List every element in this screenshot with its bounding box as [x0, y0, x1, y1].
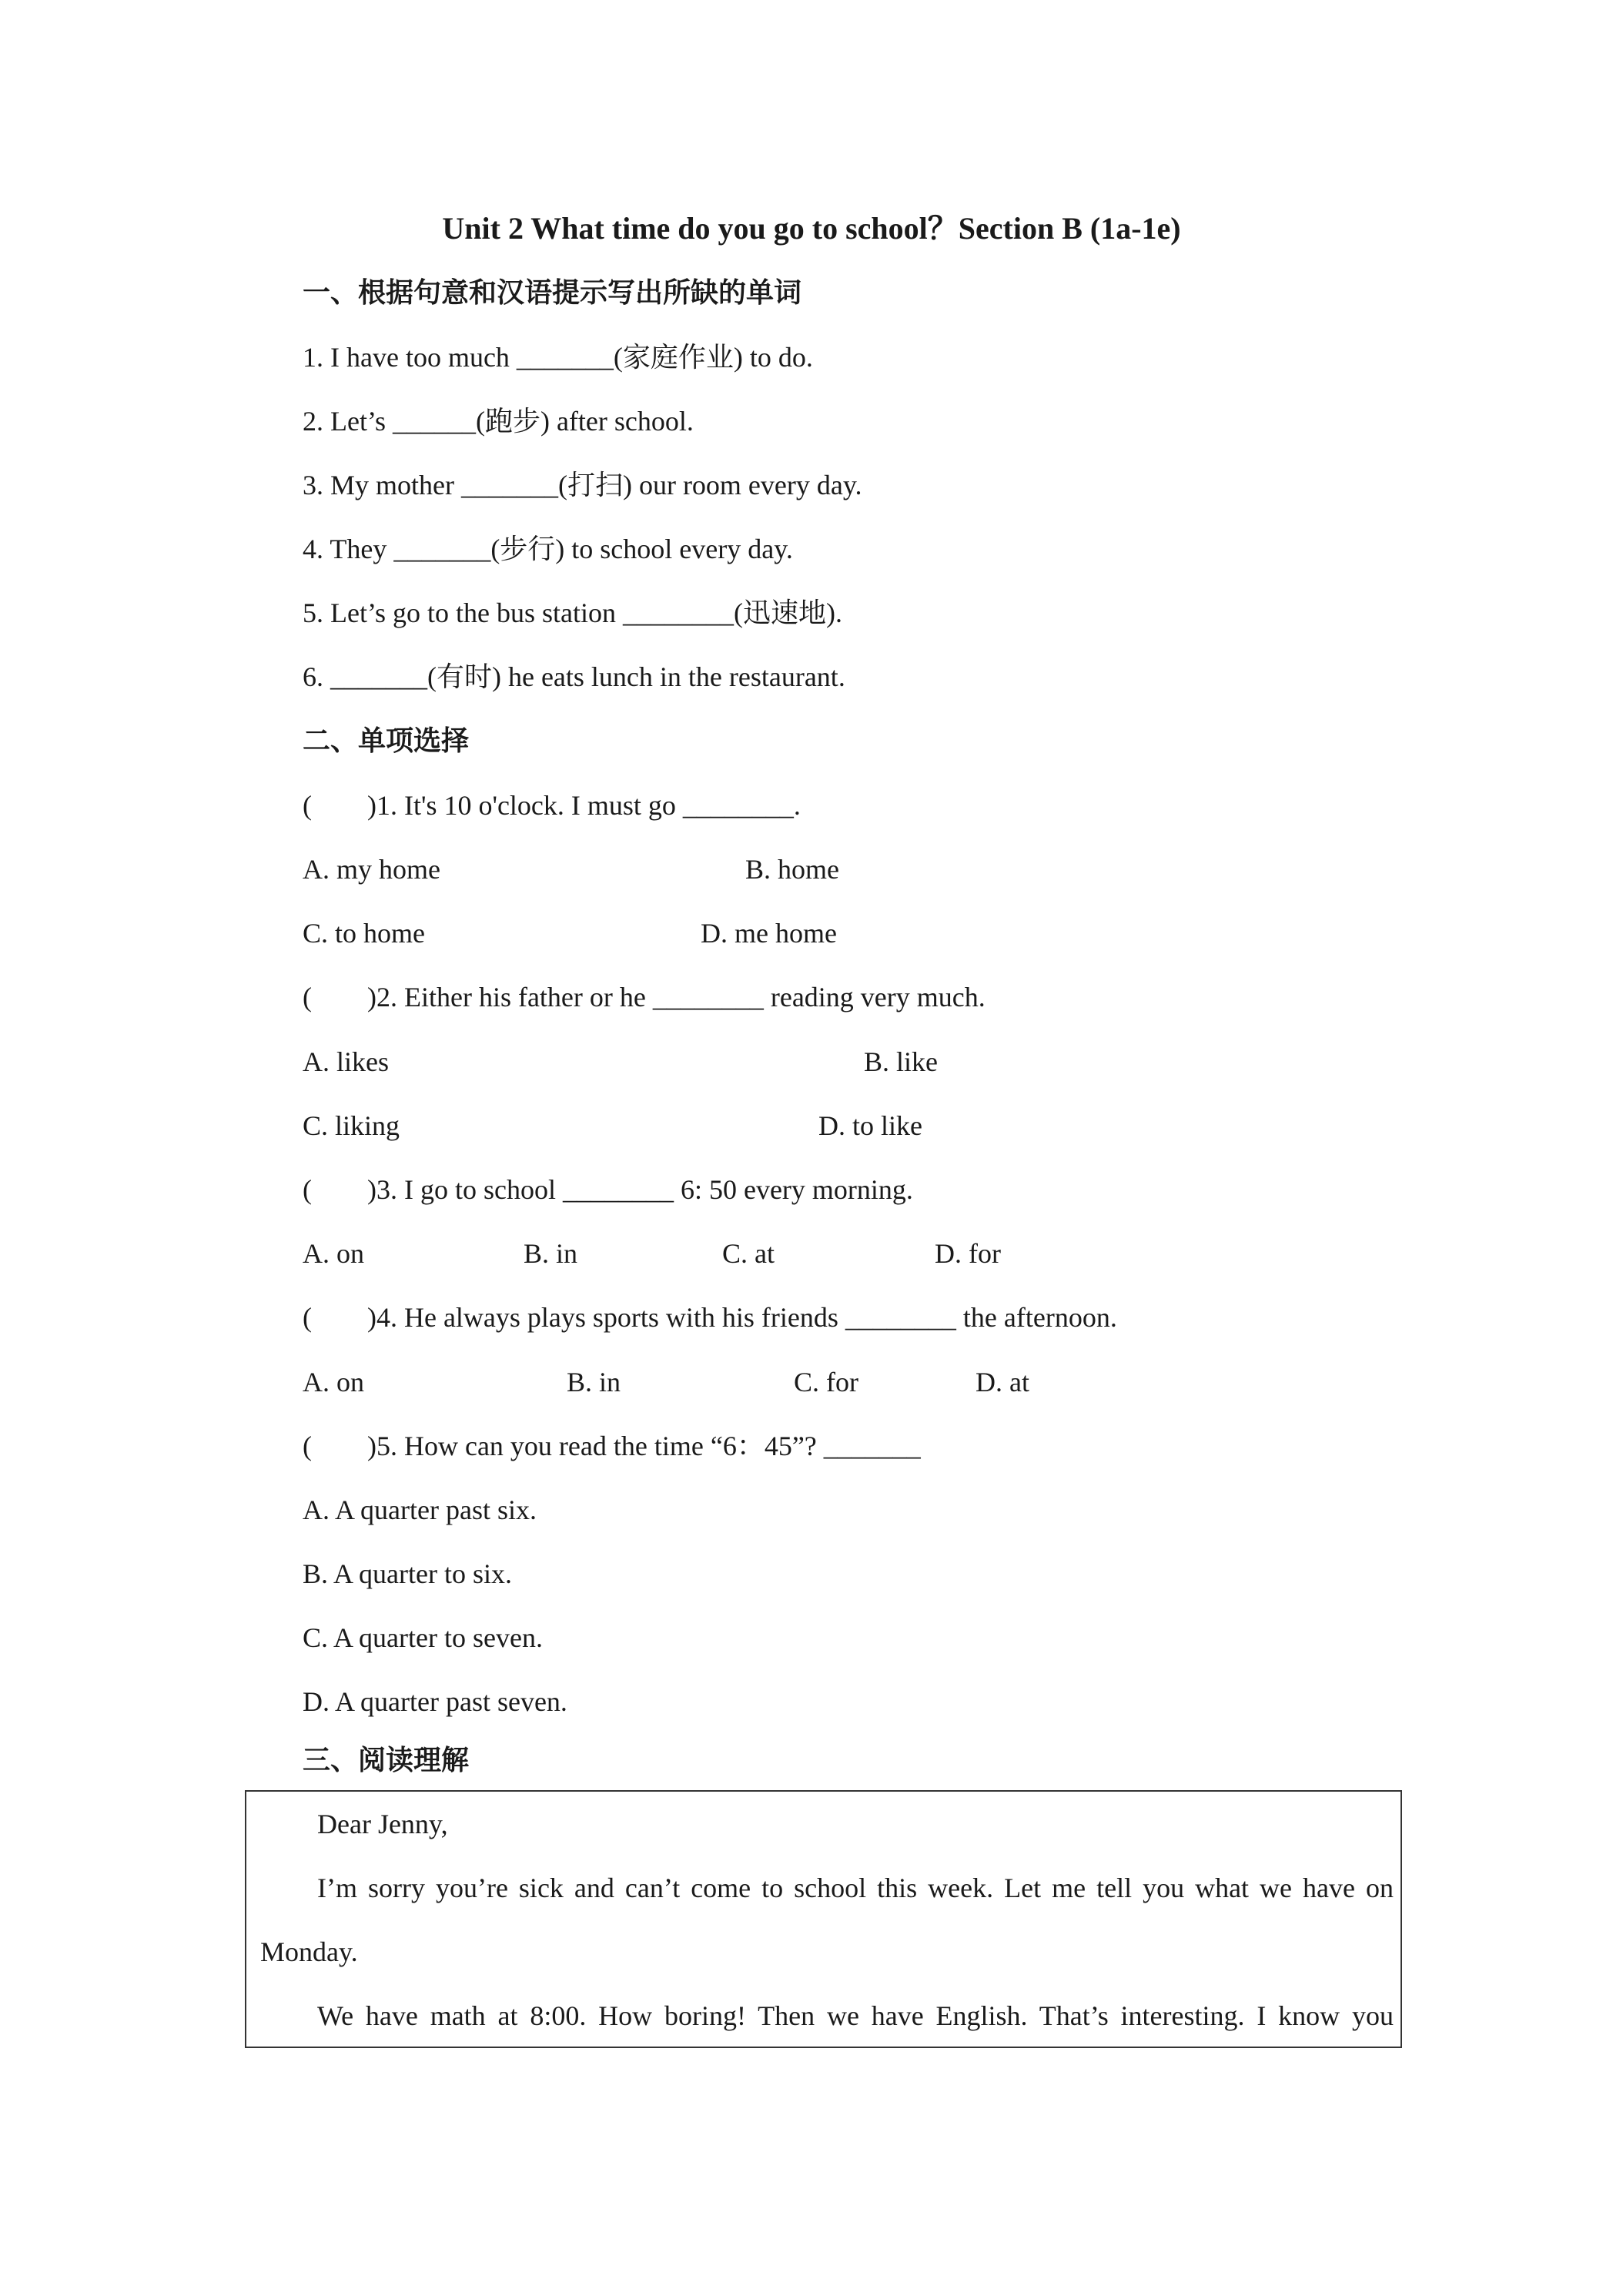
q1-option-b: B. home: [745, 854, 839, 885]
section1-heading: 一、根据句意和汉语提示写出所缺的单词: [303, 277, 802, 308]
question-1-stem: ( )1. It's 10 o'clock. I must go ________.: [303, 790, 801, 821]
q3-option-c: C. at: [722, 1238, 775, 1269]
q5-option-d: D. A quarter past seven.: [303, 1686, 567, 1717]
q3-option-b: B. in: [524, 1238, 578, 1269]
q3-option-d: D. for: [935, 1238, 1001, 1269]
question-5-stem: ( )5. How can you read the time “6：45”? _______: [303, 1431, 921, 1461]
section2-heading: 二、单项选择: [303, 725, 470, 756]
question-4-stem: ( )4. He always plays sports with his friends ________ the afternoon.: [303, 1302, 1117, 1333]
q2-option-b: B. like: [864, 1046, 938, 1077]
q4-option-c: C. for: [794, 1367, 858, 1397]
q4-option-a: A. on: [303, 1367, 364, 1397]
fill-item-2: 2. Let’s ______(跑步) after school.: [303, 406, 694, 437]
passage-line-2: Monday.: [260, 1936, 358, 1967]
section3-heading: 三、阅读理解: [303, 1745, 470, 1776]
fill-item-5: 5. Let’s go to the bus station ________(迅速地).: [303, 597, 842, 628]
q4-option-d: D. at: [975, 1367, 1029, 1397]
passage-line-3: We have math at 8:00. How boring! Then we have English. That’s interesting. I know you: [317, 2000, 1394, 2031]
q1-option-a: A. my home: [303, 854, 440, 885]
q5-option-c: C. A quarter to seven.: [303, 1622, 543, 1653]
question-2-stem: ( )2. Either his father or he ________ reading very much.: [303, 982, 986, 1012]
fill-item-4: 4. They _______(步行) to school every day.: [303, 534, 793, 564]
q4-option-b: B. in: [567, 1367, 621, 1397]
fill-item-6: 6. _______(有时) he eats lunch in the restaurant.: [303, 661, 845, 692]
q2-option-d: D. to like: [818, 1110, 922, 1141]
passage-line-1: I’m sorry you’re sick and can’t come to school this week. Let me tell you what we have on: [317, 1873, 1394, 1903]
q3-option-a: A. on: [303, 1238, 364, 1269]
question-3-stem: ( )3. I go to school ________ 6: 50 every morning.: [303, 1174, 913, 1205]
page-title: Unit 2 What time do you go to school？Section B (1a-1e): [442, 211, 1181, 246]
fill-item-3: 3. My mother _______(打扫) our room every day.: [303, 470, 862, 500]
q5-option-b: B. A quarter to six.: [303, 1558, 512, 1589]
q2-option-c: C. liking: [303, 1110, 400, 1141]
q2-option-a: A. likes: [303, 1046, 389, 1077]
q1-option-d: D. me home: [701, 918, 837, 949]
fill-item-1: 1. I have too much _______(家庭作业) to do.: [303, 342, 813, 373]
q1-option-c: C. to home: [303, 918, 425, 949]
q5-option-a: A. A quarter past six.: [303, 1494, 537, 1525]
letter-greeting: Dear Jenny,: [317, 1809, 448, 1839]
